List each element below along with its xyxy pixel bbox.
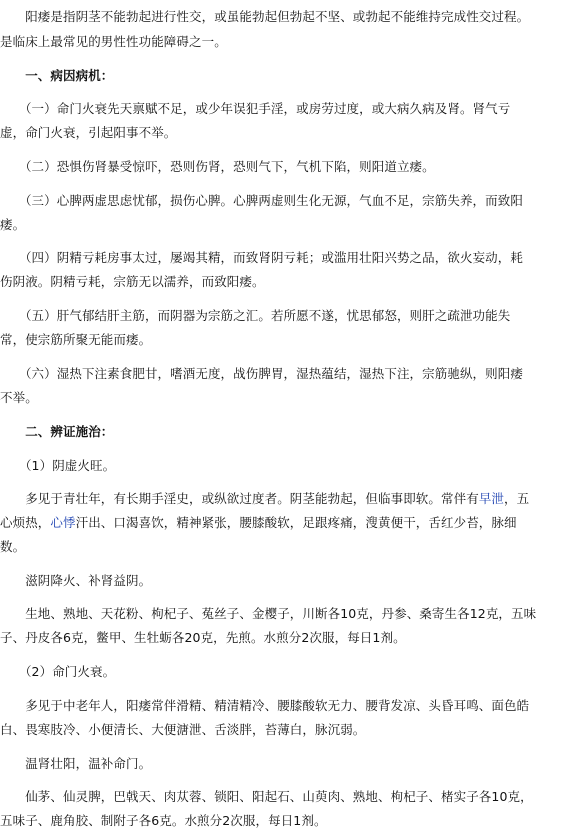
cause-5-line-2: 常，使宗筋所聚无能而痿。 xyxy=(0,332,152,347)
intro-line-2: 是临床上最常见的男性性功能障碍之一。 xyxy=(0,34,227,49)
cause-4-line-2: 伤阴液。阴精亏耗，宗筋无以濡养，而致阳痿。 xyxy=(0,274,265,289)
link-xinji[interactable]: 心悸 xyxy=(50,515,76,530)
intro-line-1: 阳痿是指阴茎不能勃起进行性交，或虽能勃起但勃起不坚、或勃起不能维持完成性交过程。 xyxy=(0,9,530,24)
cause-4-line-1: （四）阴精亏耗房事太过，屡竭其精，而致肾阴亏耗；或滥用壮阳兴势之品，欲火妄动，耗 xyxy=(0,250,523,265)
cause-3-line-1: （三）心脾两虚思虑忧郁，损伤心脾。心脾两虚则生化无源，气血不足，宗筋失养，而致阳 xyxy=(0,193,523,208)
type-2-heading: （2）命门火衰。 xyxy=(0,664,116,679)
cause-1-line-1: （一）命门火衰先天禀赋不足，或少年误犯手淫，或房劳过度，或大病久病及肾。肾气亏 xyxy=(0,101,511,116)
type-2-prescription-line-2: 五味子、鹿角胶、制附子各6克。水煎分2次服，每日1剂。 xyxy=(0,813,327,828)
type-1-prescription-line-2: 子、丹皮各6克，鳖甲、生牡蛎各20克，先煎。水煎分2次服，每日1剂。 xyxy=(0,630,406,645)
cause-1-line-2: 虚，命门火衰，引起阳事不举。 xyxy=(0,125,177,140)
link-zaoxie[interactable]: 早泄 xyxy=(478,491,505,506)
type-2-prescription-line-1: 仙茅、仙灵脾，巴戟天、肉苁蓉、锁阳、阳起石、山萸肉、熟地、枸杞子、楮实子各10克， xyxy=(0,789,533,804)
type-1-symptoms-line-2 xyxy=(0,511,588,535)
type-1-prescription-line-1: 生地、熟地、天花粉、枸杞子、菟丝子、金樱子，川断各10克，丹参、桑寄生各12克，五味 xyxy=(0,606,537,621)
type-1-symptoms-line-1 xyxy=(0,487,588,511)
type-2-symptoms-line-2: 白、畏寒肢冷、小便清长、大便溏泄、舌淡胖，苔薄白，脉沉弱。 xyxy=(0,722,366,737)
section-2-heading: 二、辨证施治： xyxy=(0,424,114,439)
type-2-symptoms-line-1: 多见于中老年人，阳痿常伴滑精、精清精冷、腰膝酸软无力、腰背发凉、头昏耳鸣、面色皓 xyxy=(0,698,530,713)
type-2-method: 温肾壮阳，温补命门。 xyxy=(0,756,152,771)
text: 多见于青壮年，有长期手淫史，或纵欲过度者。阴茎能勃起，但临事即软。常伴有 xyxy=(0,491,479,506)
cause-2: （二）恐惧伤肾暴受惊吓，恐则伤肾，恐则气下，气机下陷，则阳道立痿。 xyxy=(0,159,435,174)
cause-6-line-2: 不举。 xyxy=(0,390,38,405)
type-1-symptoms-line-3: 数。 xyxy=(0,539,26,554)
text: 汗出、口渴喜饮，精神紧张，腰膝酸软，足跟疼痛，溲黄便干，舌红少苔，脉细 xyxy=(75,515,517,530)
type-1-heading: （1）阴虚火旺。 xyxy=(0,458,116,473)
cause-5-line-1: （五）肝气郁结肝主筋，而阴器为宗筋之汇。若所愿不遂，忧思郁怒，则肝之疏泄功能失 xyxy=(0,308,511,323)
type-1-method: 滋阴降火、补肾益阴。 xyxy=(0,573,152,588)
text: ，五 xyxy=(504,491,530,506)
cause-6-line-1: （六）湿热下注素食肥甘，嗜酒无度，战伤脾胃，湿热蕴结，湿热下注，宗筋驰纵，则阳痿 xyxy=(0,366,523,381)
text: 心烦热， xyxy=(0,515,51,530)
section-1-heading: 一、病因病机： xyxy=(0,68,114,83)
cause-3-line-2: 痿。 xyxy=(0,217,26,232)
